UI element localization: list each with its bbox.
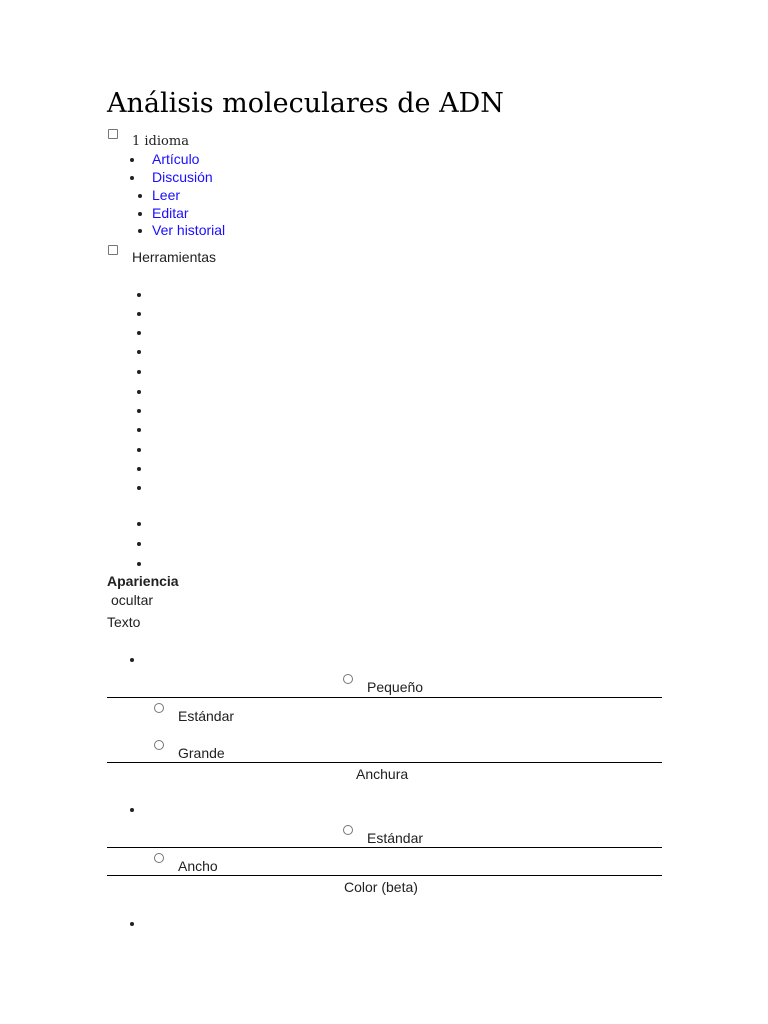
- list-bullet: [130, 158, 134, 162]
- list-bullet: [137, 350, 141, 354]
- text-size-large-radio[interactable]: [154, 740, 164, 750]
- list-bullet: [137, 448, 141, 452]
- language-toggle-checkbox[interactable]: [108, 129, 118, 139]
- list-bullet: [137, 409, 141, 413]
- appearance-heading: Apariencia: [107, 573, 179, 589]
- divider: [107, 697, 662, 698]
- appearance-hide-button[interactable]: ocultar: [111, 592, 154, 608]
- tools-label[interactable]: Herramientas: [132, 249, 217, 265]
- list-bullet: [137, 542, 141, 546]
- width-label: Anchura: [356, 766, 409, 782]
- width-standard-radio[interactable]: [343, 825, 353, 835]
- text-size-large-label[interactable]: Grande: [178, 745, 225, 761]
- tab-articulo[interactable]: Artículo: [152, 151, 200, 167]
- list-bullet: [137, 428, 141, 432]
- list-bullet: [130, 658, 134, 662]
- divider: [107, 762, 662, 763]
- list-bullet: [130, 808, 134, 812]
- text-size-standard-label[interactable]: Estándar: [178, 708, 235, 724]
- list-bullet: [137, 370, 141, 374]
- list-bullet: [137, 312, 141, 316]
- tab-leer[interactable]: Leer: [152, 187, 181, 203]
- text-size-small-label[interactable]: Pequeño: [367, 679, 424, 695]
- width-wide-radio[interactable]: [154, 853, 164, 863]
- tab-editar[interactable]: Editar: [152, 205, 189, 221]
- width-wide-label[interactable]: Ancho: [178, 858, 218, 874]
- list-bullet: [130, 176, 134, 180]
- list-bullet: [138, 194, 142, 198]
- list-bullet: [137, 293, 141, 297]
- language-count-label[interactable]: 1 idioma: [132, 134, 189, 149]
- text-size-small-radio[interactable]: [343, 674, 353, 684]
- page-title: Análisis moleculares de ADN: [107, 88, 504, 119]
- tools-toggle-checkbox[interactable]: [108, 245, 118, 255]
- width-standard-label[interactable]: Estándar: [367, 830, 424, 846]
- color-label: Color (beta): [344, 879, 418, 895]
- list-bullet: [130, 922, 134, 926]
- tab-discusion[interactable]: Discusión: [152, 169, 213, 185]
- list-bullet: [137, 467, 141, 471]
- list-bullet: [137, 331, 141, 335]
- text-size-label: Texto: [107, 614, 141, 630]
- text-size-standard-radio[interactable]: [154, 703, 164, 713]
- divider: [107, 875, 662, 876]
- divider: [107, 847, 662, 848]
- list-bullet: [137, 522, 141, 526]
- list-bullet: [138, 229, 142, 233]
- list-bullet: [138, 212, 142, 216]
- list-bullet: [137, 562, 141, 566]
- list-bullet: [137, 486, 141, 490]
- list-bullet: [137, 390, 141, 394]
- tab-ver-historial[interactable]: Ver historial: [152, 222, 226, 238]
